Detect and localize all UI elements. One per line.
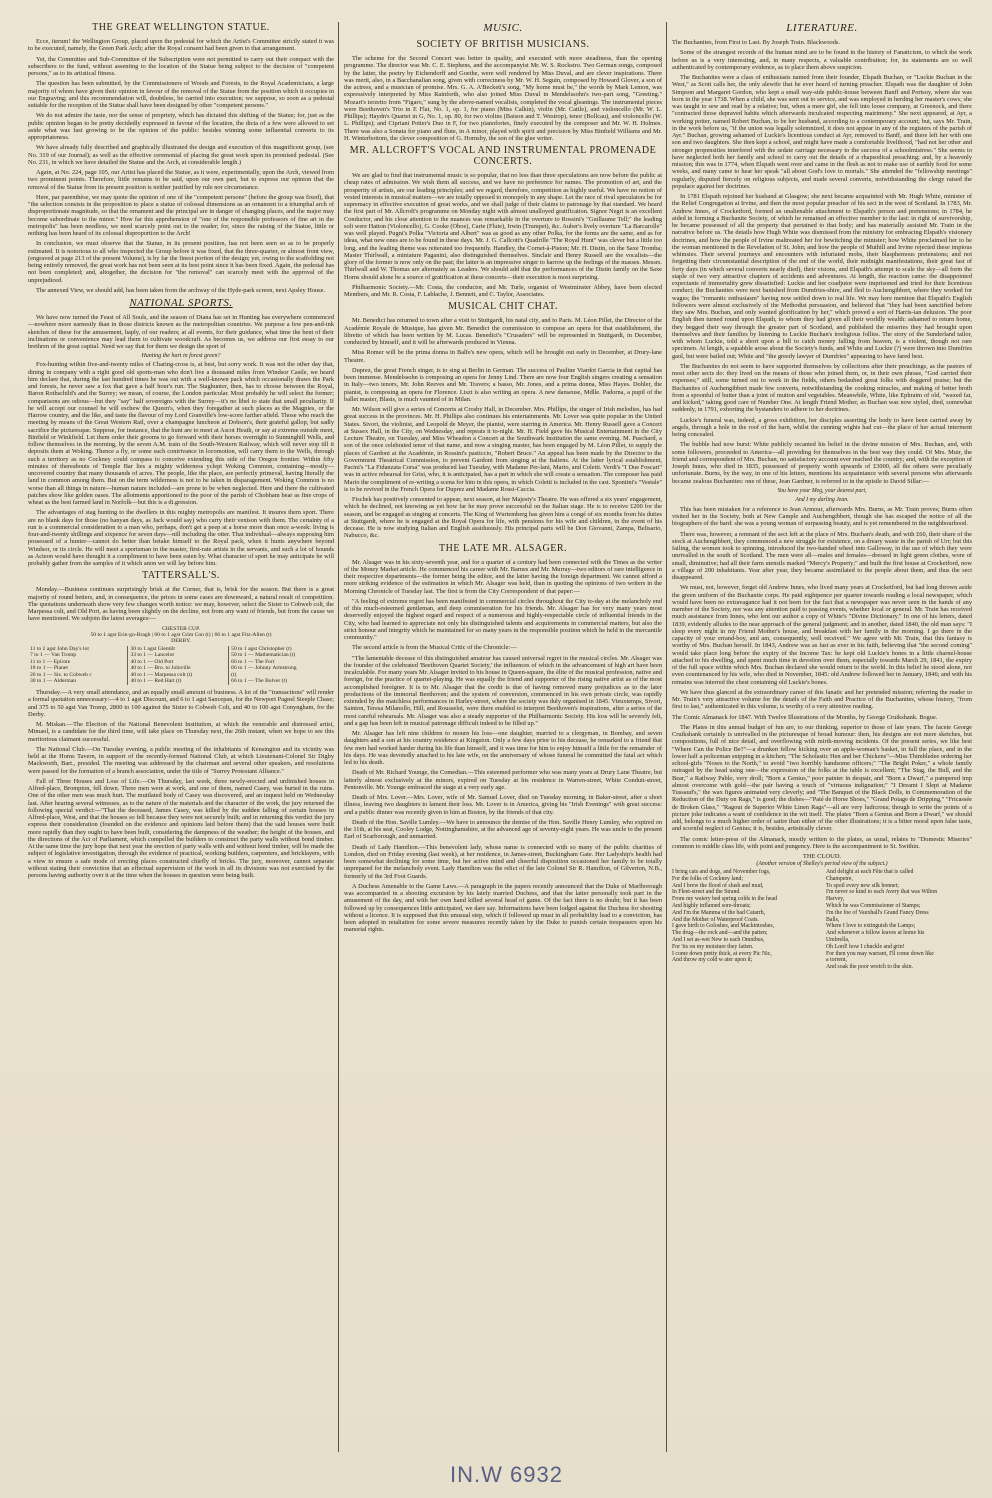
article-national-sports bbox=[28, 314, 334, 350]
paragraph: Thursday.—A very small attendance, and an equally small amount of business. A lot of the "transactions" will render a formal quotation unnecessary:—4 to 1 agst Discount, and 6 to 1 agst Sancepan, for the Newport Pagnel Steeple Chase; and 375 to 50 agst Van Tromp, 2800 to 100 against the Sister to Cobweb Colt, and 40 to 100 agst Conyngham, for the Derby. bbox=[28, 689, 334, 718]
poem-cloud bbox=[672, 869, 972, 971]
article-national-sports-cont bbox=[28, 361, 334, 567]
paragraph: Philharmonic Society.—Mr. Costa, the conductor, and Mr. Turle, organist of Westminster Abbey, have been elected Members, and Mr. R. Costa, F. Lablache, J. Bennett, and C. Taylor, Associates. bbox=[344, 283, 662, 298]
poem-line: I bring cats and dogs, and November fogs, bbox=[672, 869, 771, 875]
odds-cell: (t) bbox=[231, 671, 237, 678]
poem-line: And delight at each Fête that is called bbox=[826, 869, 914, 875]
odds-row bbox=[28, 652, 334, 659]
poem-line: To spoil every new silk bonnet; bbox=[826, 882, 899, 889]
paragraph: The question has been submitted, by the Commissioners of Woods and Forests, to the Royal Academicians, a large majority of whom have given their opinion in favour of the removal of the Statue from the position which it occupies in our Engraving; and this recommendation will, doubtless, be carried into execution; we suppose, so soon as a pedestal suitable for the reception of the Statue shall have been designed by other "competent persons." bbox=[28, 80, 334, 109]
poem-line: a torrent, bbox=[826, 957, 847, 964]
paragraph: The comic letter-press of the Almanack, mostly written to the plates, as usual, relates to "Domestic Miseries" common to middle class life, with point and pungency. Here is the accompaniment to St. Swithin. bbox=[672, 835, 972, 850]
section-title-tattersall: TATTERSALL'S. bbox=[142, 570, 220, 582]
odds-cell: 7 to 1 — Van Tromp bbox=[28, 652, 128, 659]
paragraph: The annexed View, we should add, has been taken from the archway of the Hyde-park screen, next Apsley House. bbox=[36, 286, 326, 294]
odds-cell: 11 to 1 — Epirote bbox=[28, 659, 128, 666]
paragraph: Mr. Wilson will give a series of Concerts at Crosby Hall, in December. Mrs. Phillips, the singer of Irish melodies, has had great success in the provinces. Mr. H. Phillips also continues his entertainments. Mr. Lover was quite popular in the United States. Sivori, the violinist, and Leopold de Meyer, the pianist, were starring in America. Mr. Henry Russell gave a Concert at Sussex Hall, in the City, on Wednesday, and repeats it to-night. Mr. H. Field gave his Musical Entertainment in the City Lecture Theatre, on Tuesday, and Miss Wheadon a Concert at the Southwark Institution the same evening. M. Puschard, a son of the once celebrated tenor of that name, and now a singing master, has been engaged by M. Léon Pillet, to supply the places of Gardoni at the Académie, in Rossini's pasticcio, "Robert Bruce." An appeal has been made by the Director to the Government Theatrical Commission, to prevent Gardoni from singing at the Italiens. At the latter lyrical establishment, Pacini's "La Fidanzata Corsa" was produced last Tuesday, with Madame Per-lani, Mario, and Coletti. Verdi's "I Due Foscari" was in active rehearsal for Grisi, who, it is anticipated, has a part in which she will create a sensation. The composer has paid Mario the compliment of re-writing a scena for him in this opera, in which Coletti is included in the cast. Spontini's "Vestale" is to be revived in the French Opera for Duprez and Madame Rossi-Caccia. bbox=[344, 406, 662, 493]
paragraph: Death of Mr. Richard Younge, the Comedian.—This esteemed performer who was many years at Drury Lane Theatre, but latterly almost exclusively at the minors, expired on Tuesday at his residence in Warren-street, White Conduit-street, Pentonville. Mr. Younge embraced the stage at a very early age. bbox=[344, 769, 662, 791]
paragraph: Mr. Benedict has returned to town after a visit to Stuttgardt, his natal city, and to Paris. M. Léon Pillet, the Director of the Académie Royale de Musique, has given Mr. Benedict the commission to compose an opera for that establishment, the libretto of which has been written by M. Lucas. Benedict's "Crusaders" will be represented in Stuttgardt, in December, conducted by himself, and it will be afterwards produced in Vienna. bbox=[344, 317, 662, 346]
paragraph: The second article is from the Musical Critic of the Chronicle:— bbox=[352, 644, 517, 652]
sports-caption: Hunting the hart in forest green? bbox=[141, 353, 221, 360]
poem-line: For 'tis on my moisture they fatten. bbox=[672, 943, 754, 950]
article-tattersall bbox=[28, 586, 334, 622]
poem-line: I gave birth to Goloshes, and Mackintoshes, bbox=[672, 923, 775, 930]
paragraph: Fischek has positively consented to appear, next season, at her Majesty's Theatre. He was offered a six years' engagement, which he declined, not knowing as yet how far he may prove successful on the Italian stage. He is to receive £200 for the season, and be engaged as singing at concerts. The King of Wurtemberg has given him a congé of six months from his duties at Stuttgardt, where he is engaged at the Royal Opera for life, with pensions for his wife and children, in the event of his decease. He is now studying Italian and English assiduously. His principal parts will be Don Giovanni, Zampa, Belisario, Nabucco, &c. bbox=[344, 496, 662, 540]
paragraph: Ecce, iterum! the Wellington Group, placed upon the pedestal for which the Artist's Committee strictly stated it was to be executed, namely, the Green Park Arch; after the Royal consent had been given to that arrangement. bbox=[28, 38, 334, 53]
column-rule bbox=[666, 22, 667, 1452]
poem-line: Harvey, bbox=[826, 896, 845, 903]
paragraph: In 1781 Elspath rejoined her husband at Glasgow; she next became acquainted with Mr. Hugh White, minister of the Relief Congregation at Irvine, and then the most popular preacher of his sect in the west of Scotland. In 1783, Mr. Andrew Innes, of Crocketford, formed an unalienable attachment to Elspath's person and pretensions; in 1784, he aided in forming a Buchanite Society, of which he remained an effective member to the last: in right of survivorship, he became possessed of all the property that pertained to that body; and has materially assisted Mr. Train in the narrative before us. The details how Hugh White was dismissed from the ministry for embracing Elspath's visionary doctrines, and how the people of Irvine maltreated her for bewitching the minister; how White proclaimed her to be the woman mentioned in the Revelation of St. John; and how the people of Muthill and Irvine rejected these impious whimsies. Their several journeys and encounters with infuriated mobs, their blasphemous pretensions; and not forgetting their circumstantial description of the end of the world, their midnight manifestations, their great fast of forty days (in which several converts nearly died), their visions, and Elspath's attempt to scale the sky—all form the staple of two very attractive chapters of accidents and adventures. At length, the reaction came: the disappointed expectants of immortality grew dissatisfied: Luckie and her coadjutor were imprisoned and tried for their licentious conduct; the Buchanites were next banished from Dumfries-shire, and fled to Auchengibbert, where they worked for wages; the "romantic enthusiasm" having now settled down to real life. We may here mention that Elspath's English followers were almost exclusively of the Methodist persuasion, and believed that "they had been sanctified before they saw Mrs. Buchan, and only wanted glorification by her," which proved a sort of Harris-ian delusion. The poor English then turned round upon Elspath, to whom they had given all their worldly wealth: ashamed to return home, they begged their way through the greater part of Scotland, and published the miseries they had brought upon themselves and their families by listening to Luckie Buchan's irreligious follies. The story of the Sunderland tailor, with whom Luckie, told a short upon a bill to catch money falling from heaven, is a violent, though not rare specimen. At length, a squabble arose about the Society's funds, and White and Luckie (?) were thrown into Dumfries gaol, but were bailed out; White and "the greedy lawyer of Dumfries" appearing to have fared best. bbox=[672, 193, 972, 360]
paragraph: "A feeling of extreme regret has been manifested in commercial circles throughout the City to-day at the melancholy end of this much-esteemed gentleman, and deep commiseration for his friends. Mr. Alsager has for very many years most deservedly enjoyed the highest regard and respect of a numerous and highly-respectable circle of influential friends in the City, who had learned to appreciate not only his distinguished talents and acquirements in commercial matters, but also the strict honour and integrity which he maintained for so many years in the responsible position which he held in the mercantile community." bbox=[344, 597, 662, 641]
paragraph: Monday.—Business continues surprisingly brisk at the Corner, that is, brisk for the season. But there is a great majority of round betters, and, in consequence, the prices in some cases are downward, a natural result of competition. The quotations underneath show very few changes worth notice: we may, however, select the Sister to Cobweb colt, the Marpessa colt, and Old Port, as having been slightly on the decline, not from any want of friends, but from the cause we have mentioned. We subjoin the latest averages:— bbox=[28, 586, 334, 623]
derby-odds-table bbox=[28, 646, 334, 686]
paragraph: Mr. Alsager has left nine children to mourn his loss—one daughter, married to a clergyman, in Bombay, and seven daughters and a son at his country residence at Kingston. Only a few days prior to his decease, he remarked to a friend that few men had worked harder during his life than himself, and it was time for him to enjoy himself a little for the remainder of his days. He was devotedly attached to his late wife, on the anniversary of whose funeral he committed the fatal act which led to his death. bbox=[344, 730, 662, 766]
odds-cell: 40 to 1 — Old Port bbox=[128, 659, 229, 666]
poem-line: For the folks of Cockney land; bbox=[672, 875, 744, 882]
poem-line: And soak the poor wretch to the skin. bbox=[826, 964, 913, 971]
poem-column-right bbox=[826, 869, 972, 971]
paragraph: We are glad to find that instrumental music is so popular, that no less than three speculations are now before the public at cheap rates of admission. We wish them all success, and we have no preference for names. The promotion of art, and the prosperity of artists, are our leading principles; and we regard, therefore, competition as highly useful. We have no notion of vested interests in musical matters—we are totally opposed to monopoly in any shape. Let the race of rival speculators be for supremacy in effective execution of great works, and we shall judge of their claims to patronage by that standard. We heard the first part of Mr. Allcroft's programme on Monday night with almost unalloyed gratification. Signor Negri is an excellent Conductor, and his close attention to the nuances was remarkable in the overture to Rossini's "Guillaume Tell;" the leading soli were Hatton (Violoncello), G. Cooke (Oboe), Carte (Flute), Irwin (Trumpet), &c. Auber's lively overture "La Barcarolle" was well played. Pugni's Polka "Victoria and Albert" was as good as any other Polka, for the forms are the same, and as for ideas, what new ones are to be found in these days. Mr. J. G. Callcott's Quadrille "The Royal Hunt" was clever but a little too long, and the leading theme was reiterated too frequently. Handley, the Cornet-à-Piston; Mr. H. Distin, on the Saxe Tromba; Master Thirlwall, a miniature Paganini, also distinguished themselves. Sinclair and Henry Russell are the vocalists—the glory of the former is now only on the past; the latter is an impressive singer to harrow up the feelings of the masses. Messrs. Thirlwall and W. Thomas are alternately as Leaders. We should add that the performances of the Distin family on the Saxe Horns should alone be a source of gratification at these concerts—their execution is most surprising. bbox=[344, 172, 662, 281]
poem-line: And throw my cold w ater upon it; bbox=[672, 957, 753, 964]
article-society bbox=[344, 55, 662, 142]
odds-cell: 26 to 1 — Sis. to Cobweb c bbox=[28, 672, 128, 679]
paragraph: The Plates in this annual budget of fun are, to our thinking, superior to those of late years. The facete George Cruikshank certainly is unrivalled in the picturesque of broad humour: then, his designs are not mere sketches, but compositions, full of nice detail, and overflowing with mirth-moving incidents. Of the present series, we like best "Where Can the Police Be?"—a drunken fellow kicking over an apple-woman's basket, in full the place, and in the lower half a policeman snipping in a kitchen; "The Scholastic Hen and her Chickens"—Miss Thimbledee ordering her school-girls "Noses to the North," to avoid "two horribly handsome officers;" "The Bright Poker," a whole family outraged by the head using one—the expression of the folks at the table is excellent; "The Stag, the Bull, and the Bear," a Railway Pablo, very droll; "Born a Genius," poor painter in despair, and "Born a Dwarf," a pampered imp almost overcome with gold—the pair having a touch of "virtuous indignation;" "I Dreamt I Slept at Madame Tussaud's," the wax figures animated very cleverly; and "The Banquet of the Black Dolls, in Commemoration of the Reduction of the Duty on Rags," is good; the dishes—"Paté de Horse Shoes," "Grand Potage de Dripping," "Fricassée de Broken Glass," "Ragout de Superior White Linen Rags"—all are very ludicrous; though to write the points of a picture joke indicates a want of confidence in the wit itself. The plates "Born a Genius and Born a Dwarf," we should add, belongs to a much higher order of satire than either of the other illustrations; it is a bitter moral upon false taste, and scornful neglect of Genius; it is, besides, artistically clever. bbox=[672, 723, 972, 833]
odds-cell: 66 to 1 — Johnny Armstrong bbox=[231, 665, 297, 672]
odds-cell: 30 to 1 agst Glentilt bbox=[128, 646, 229, 653]
column-middle bbox=[344, 22, 662, 1452]
paragraph: We have already fully described and graphically illustrated the design and execution of this magnificent group, (see No. 319 of our Journal); as well as the effective ceremonial of placing the great work upon its promised pedestal. (See No. 231, in which we have detailed the Statue and the Arch, at considerable length.) bbox=[28, 144, 334, 166]
odds-row bbox=[28, 678, 334, 685]
odds-row bbox=[28, 665, 334, 672]
article-almanack bbox=[672, 724, 972, 850]
odds-row bbox=[28, 659, 334, 666]
paragraph: We have now turned the Feast of All Souls, and the season of Diana has set in Hunting has everywhere commenced—nowhere more earnestly than in those districts known as the metropolitan countries. We purpose a few pen-and-ink sketches of these for the amusement, haply, of our readers; at all events, for their guidance, what time the bent of their inclinations or convenience may lead them to cultivate woodcraft. As becomes us, we address our first essay to our brethren of the great capital. Need we say that for them we design the sport of bbox=[28, 314, 334, 350]
paragraph: Death of Lady Hamilton.—This benevolent lady, whose name is connected with so many of the public charities of London, died on Friday evening (last week), at her residence, in James-street, Buckingham Gate. Her Ladyship's health had been somewhat declining for some time, but her active mind and cheerful disposition occasioned her family to be totally unprepared for the melancholy event. Lady Hamilton was the relict of the late Colonel Sir R. Hamilton, of Gilverton, N.B., formerly of the 3rd Foot Guards. bbox=[344, 843, 662, 880]
paragraph: Duprez, the great French singer, is to sing at Berlin in German. The success of Pauline Viardot Garcia in that capital has been immense. Mendelssohn is composing an opera for Jenny Lind. There are now four English singers creating a sensation in Italy—two tenors, Mr. John Reeves and Mr. Travers; a basso, Mr. Jones, and a prima donna, Miss Hayes. Dohler, the pianist, is composing an opera for Florence. Liszt is also writing an opera. A new danseuse, Mdlle. Padorna, a pupil of the ballet master, Blasis, is much vaunted of in Milan. bbox=[344, 366, 662, 403]
chester-cup-odds: 50 to 1 agst Erin-go-Bragh | 60 to 1 agst Crim Con (t) | 66 to 1 agst Fitz-Allen (t) bbox=[90, 631, 272, 638]
paragraph: The bubble had now burst: White publicly recanted his belief in the divine mission of Mrs. Buchan, and, with some followers, proceeded to America—all providing for themselves in the best way they could. Of Mrs. Muir, the friend and correspondent of Mrs. Buchan, no satisfactory account ever reached the country; and, with the exception of Joseph Innes, who died in 1835, possessed of property worth upwards of £3000, all the others were peculiarly unfortunate. Burns, by the way, in one of his letters, mentions his acquaintance with several persons who afterwards became zealous Buchanites: one of these, Jean Gardner, is referred to in the epistle to David Sillar:— bbox=[672, 441, 972, 485]
paragraph: Luckie's funeral was, indeed, a gross exhibition, her disciples asserting the body to have been carried away by angels, through a hole in the roof of the barn, whilst the cunning wights had cut—the place of her actual interment being concealed. bbox=[672, 416, 972, 438]
paragraph: This has been mistaken for a reference to Jean Armour, afterwards Mrs. Burns, as Mr. Train proves; Burns often visited her in the Society, both at New Cample and Auchengibbert, though she has escaped the notice of all the biographers of the bard: she was a young woman of surpassing beauty, and is yet remembered in the neighbourhood. bbox=[672, 505, 972, 528]
poem-line: Oh Lord! how I chuckle and grin! bbox=[826, 943, 905, 950]
paragraph: Some of the strangest records of the human mind are to be found in the history of Fanaticism, to which the work before us is a very interesting, and, in many respects, a valuable contribution; for, its statements are so well authenticated by contemporary evidence, as to place them above suspicion. bbox=[672, 49, 972, 71]
paragraph: The Buchanites were a class of enthusiasts named from their founder, Elspath Buchan, or "Luckie Buchan in the West," as Scott calls her, the only alewife that he ever heard of turning preacher. Elspath was the daughter of John Simpson and Margaret Gordon, who kept a small way-side public-house between Banff and Portsoy, where she was born in the year 1738. When a child, she was sent out to service, and was employed in herding her master's cows; she was taught to sew and read by a relative; but, when a mere girl, she fell into loose company, at Greenock, and there "contracted those depraved habits which afterwards inculcated respecting matrimony." She next appeared, at Ayr, a working potter, named Robert Buchan, to be her husband, according to a contemporary account; but, says Mr. Train, in the work before us, "if the union was legally solemnized, it does not appear in any of the registers of the parish of Ayr." Buchan, growing ashamed of Luckie's licentious conduct at Ayr, removed to Banff, and there left her with one son and two daughters. She then kept a school, and might have made a comfortable livelihood, "had not her other and stronger propensities interfered with the sedate carriage necessary to the success of a schoolmistress." She seems to have neglected both her family and school to carry out the details of a rhapsodical preaching; and, by a heavenly mission; this was in 1774, when Elspath went over and came in the flesh as not to make use of earthly food for some weeks, and many came to hear her speak "all about God's love to mortals." She attended the "fellowship meetings" regularly, disputed fiercely on religious subjects, and made several converts, notwithstanding the clergy raised the populace against her doctrines. bbox=[672, 74, 972, 190]
poem-line: Where I love to extinguish the Lamps; bbox=[826, 923, 916, 930]
derby-title: DERBY. bbox=[171, 637, 191, 644]
odds-cell: 18 to 1 — Planet bbox=[28, 665, 128, 672]
poem-line: And highly inflamed sore-throats; bbox=[672, 902, 751, 909]
article-chitchat bbox=[344, 317, 662, 539]
verse-line-1: You have your Meg, your dearest part, bbox=[777, 487, 867, 494]
paragraph: The advantages of stag hunting to the dwellers in this mighty metropolis are manifest. It insures them sport. There are no blank days for those (no banyan days, as Jack would say) who carry their venison with them. The certainty of a run is a commercial consideration to a man who, perhaps, don't get a peep at a horse more than once a-week: living is four-and-twenty shillings and sixpence for seven days—nill including the otter. That individual—always supposing him possessed of a hunter—cannot do better than betake himself to the Royal pack, when it hunts anywhere beyond Windsor, or its circle. He will meet a sportsman in the master, first-rate artists in the servants, and such a lot of hounds as Acteon would have thought it a compliment to have been eaten by. What character of sport he may anticipate he will probably gather from the samples of it which anon we will lay before him. bbox=[28, 509, 334, 567]
paragraph: In conclusion, we must observe that the Statue, in its present position, has not been seen so as to be properly estimated. It is notorious to all who inspected the Group before it was fixed, that the three-quarter, or almost front view, (engraved at page 213 of the present Volume), is by far the finest portion of the design; yet, owing to the scaffolding not being entirely removed, the great work has not been seen at its best point since it has been fixed. Again, the pedestal has not been completed; and, altogether, the decision for "the removal" can scarcely meet with the approval of the unprejudiced. bbox=[28, 240, 334, 284]
section-title-literature: LITERATURE. bbox=[786, 22, 858, 34]
odds-cell: 11 to 2 agst John Day's lot bbox=[28, 646, 128, 653]
poem-line: And I brew the flood of slush and mud, bbox=[672, 882, 764, 889]
library-stamp: IN.W 6932 bbox=[450, 1462, 563, 1487]
chester-cup-title: CHESTER CUP. bbox=[162, 625, 200, 632]
paragraph: "The lamentable decease of this distinguished amateur has caused universal regret in the musical circles. Mr. Alsager was the founder of the celebrated 'Beethoven Quartet Society,' the influences of which in the advancement of high art have been incalculable. For many years Mr. Alsager invited to his house in Queen-square, the élite of the musical profession, native and foreign, for the practice of quartet-playing. He was equally the friend and supporter of the rising native artist as of the most accomplished foreigner. It is to Mr. Alsager that the credit is due of having removed many prejudices as to the later productions of the immortal Beethoven; and the system of conversion, commenced in his own private circle, was rapidly extended by the matchless performances in Harley-street, where the society was duly organised in 1845. Vieuxtemps, Sivori, Sainton, Teresa Milanollo, Hill, and Rousselot, were there enabled to interpret Beethoven's inspirations, after a series of the most careful rehearsals. Mr. Alsager was also a steady supporter of the Philharmonic Society. His loss will be severely felt, and a gap has been left in musical patronage difficult indeed to be filled up." bbox=[344, 654, 662, 727]
subtitle-allcroft: MR. ALLCROFT'S VOCAL AND INSTRUMENTAL PROMENADE CONCERTS. bbox=[349, 145, 657, 167]
poem-line: And I set as-wet New to each Omnibus, bbox=[672, 936, 765, 943]
odds-cell: 40 to 1 — Marpessa colt (t) bbox=[128, 672, 229, 679]
article-alsager bbox=[344, 559, 662, 934]
section-title-sports: NATIONAL SPORTS. bbox=[129, 297, 233, 309]
paragraph: Here, par parenthèse, we may quote the opinion of one of the "competent persons" (before the group was fixed), that "the selection consists in the proposition to place a statue of colossal dimensions as an ornament to a triumphal arch of disproportionate magnitude, so that the ornament and the principal are in danger of changing places, and the major may become subordinate to the minor." How far this apprehension of "one of the responsible professors of fine art in the metropolis" has been needless, we need scarcely point out to the reader; for, since the raising of the Statue, little or nothing has been heard of its colossal disproportion to the Arch! bbox=[28, 193, 334, 237]
poem-line: Umbrella, bbox=[826, 936, 850, 943]
article-buchanites bbox=[672, 49, 972, 485]
column-rule bbox=[338, 22, 339, 1452]
column-right bbox=[672, 22, 972, 1452]
paragraph: We must, not, however, forget old Andrew Innes, who lived many years at Crocketford, but had long thrown aside the green uniform of the Buchanite corps. He paid eightpence per quarter towards reading a local newspaper, which would have been no extravagance had it not been for the fact that a newspaper was never seen in the hands of any member of the Society, nor was any attention paid to passing events, whether local or general. Mr. Train has received much assistance from Innes, who lent our author a copy of White's "Divine Dictionary." In one of his letters, dated 1839, evidently alludes to the near approach of the general judgment; and in another, dated 1840, the old man says: "I sleep every night in my Friend Mother's house, and breakfast with her family in the morning. I go there in the capacity of your errand-boy, and am, consequently, well received." We agree with Mr. Train, that this fantasy is worthy of Mrs. Buchan herself. In 1843, Andrew was as fast as ever in his faith, believing that "the second coming" would take place long before the expiry of the Income Tax: he kept old Luckie's bones in a little charnel-house attached to his dwelling, and spent much time in devotion over them, especially towards March 29, 1841, the expiry of the full space within which Mrs. Buchan declared she would return to the world. In this belief he stood alone, not even countenanced by his wife, who died in November, 1845: old Andrew followed her in January, 1846; and with his remains was interred the chest containing old Luckie's bones. bbox=[672, 584, 972, 686]
odds-cell: 66 to 1 — The Bolver (t) bbox=[231, 678, 287, 685]
poem-line: Balls, bbox=[826, 916, 840, 923]
paragraph: Fall of Three Houses and Loss of Life.—On Thursday, last week, three newly-erected and unfinished houses in Alfred-place, Brompton, fell down. Three men were at work, and one of them, named Casey, was buried in the ruins. One of the other men was much hurt. The mutilated body of Casey was discovered, and an inquest held on Wednesday last. After hearing several witnesses, as to the nature of the materials and the character of the work, the jury returned the following special verdict:—"That the deceased, James Casey, was killed by the sudden falling of certain houses in Alfred-place, West, and that the houses so fell because they were not securely built; and in returning this verdict the jury express their consideration (founded on the evidence and opinions laid before them) that the said houses were built more rapidly than they ought to have been built, considering the dampness of the weather; the height of the houses, and the directions of the Act of Parliament, which compelled the builders to construct the party walls without bond timber. At the same time the jury hope that next year the erection of party walls with and without bond timber, will be made the subject of legislative investigation, through the evidence of practical, working builders, carpenters, and bricklayers, with a view to ensure a safe mode of erecting places constructed chiefly of bricks. The jury, moreover, cannot separate without stating their conviction that an effectual supervision of the work in all its divisions was not exercised by the persons having authority over it at the time when the houses in question were being built. bbox=[28, 777, 334, 880]
odds-cell: 66 to 1 — The Fort bbox=[231, 658, 275, 665]
paragraph: The scheme for the Second Concert was better in quality, and executed with more steadiness, than the opening programme. The director was Mr. C. E. Stephens, and the accompanyist Mr. W. S. Rockstro. Two German songs, composed by the latter, the poetry by Eichendorff and Goethe, were well rendered by Miss Duval, and are clever inspirations. There was merit, also, in a Bacchanalian song, given with correctness by Mr. W. H. Seguin, composed by Howard Glover, a son of the actress, and a musician of promise. Mrs. G. A. A'Beckett's song, "My home must be," the words by Mark Lemon, was expressively interpreted by Miss Rainforth, who also joined Miss Duval in Mendelssohn's two-part song, "Greeting." Mozart's terzetto from "Figaro," sung by the above-named vocalists, completed the vocal gleanings. The instrumental pieces were Beethoven's Trio in E Flat, No. 1, op. 1, for piano (Miss Calkin), violin (Mr. Cattle), and violoncello (Mr. W. L. Phillips); Haydn's Quartet in G, No. 1, op. 80, for two violins (Baison and T. Westrop), tenor (Bollcau), and violoncello (W. L. Phillips); and Cipriani Potter's Duo in F, for two pianofortes, finely executed by the composer and Mr. W. H. Holmes. There was also a Sonata for piano and flute, in A minor, played with spirit and precision by Miss Binfield Williams and Mr. H. Winterbottom, the clever composition of G. Hornsby, the son of the glee writer. bbox=[344, 55, 662, 142]
poem-line: For then you may warrant, I'll come down like bbox=[826, 950, 934, 957]
paragraph: Mr. Alsager was in his sixty-seventh year, and for a quarter of a century had been connected with the Times as the writer of the Money Market article. He commenced his career with Mr. Barnes and Mr. Murray—two editors of rare intelligence in their respective departments—the former being the editor, and the latter having the foreign department. We cannot afford a more striking evidence of the estimation in which Mr. Alsager was held, than in quoting the opinions of two writers in the Morning Chronicle of Tuesday last. The first is from the City Correspondent of that paper:— bbox=[344, 558, 662, 595]
paragraph: Miss Romer will be the prima donna in Balfe's new opera, which will be brought out early in December, at Drury-lane Theatre. bbox=[344, 349, 662, 364]
poem-line: I'm never so kind to each Avery that was Wilton bbox=[826, 889, 938, 896]
article-allcroft bbox=[344, 172, 662, 298]
column-left bbox=[28, 22, 334, 1452]
odds-cell: 40 to 1 — Bro. to Jolnville bbox=[128, 665, 229, 672]
odds-cell: 50 to 1 agst Christopher (t) bbox=[231, 645, 292, 652]
paragraph: Yet, the Committee and Sub-Committee of the Subscription were not permitted to carry out their compact with the subscribers to the fund, without assenting to the location of the Statue being subject to the decision of "competent persons," as to its artistical fitness. bbox=[28, 55, 334, 77]
poem-line: And the Mother of Waterproof Coats. bbox=[672, 916, 760, 923]
poem-line: The drug—the rock and—and the patten; bbox=[672, 930, 768, 937]
verse-line-2: And I my darling Jean. bbox=[795, 496, 849, 503]
poem-line: Which he was Commissioner of Stamps; bbox=[826, 902, 921, 909]
odds-cell: 30 to 1 — Alderman bbox=[28, 678, 128, 685]
odds-cell: 40 to 1 — Red Hart (t) bbox=[128, 678, 229, 685]
article-buchanites-cont bbox=[672, 506, 972, 711]
paragraph: M. Miskan.—The Election of the National Benevolent Institution, at which the venerable and distressed artist, Mimaol, is a candidate for the third time, will take place on Thursday next, the 26th instant, when we hope to see this meritorious claimant successful. bbox=[28, 721, 334, 743]
poem-line: And whenever a fellow leaves at home his bbox=[826, 930, 925, 937]
poem-column-left bbox=[672, 869, 818, 971]
review-title-buchanites: The Buchanites, from First to Last. By Joseph Train. Blackwoods. bbox=[672, 39, 840, 46]
paragraph: Fox-hunting within five-and-twenty miles of Charing-cross is, at best, but sorry work. It was not the other day that, dining in company with a right good old sports-man who don't live a thousand miles from Windsor Castle, we heard him declare that, during the last hundred times he was out with a well-known pack which occasionally draws the Park and forests, he never saw a fox that gave a half hour's run. The Staghunter, then, has to choose between the Royal, Baron Rothschild's and the Surrey; we mean, of course, the London particular. Most probably he will select the former; comparisons are odious—but they "say" half sovereigns with the Surrey—it's no libel to state that small peculiarity. If he will accept our counsel he will eschew the Queen's, when they foregather at such places as the Magpies, or the Harrow country, and the like, and taste the flavour of my Lord Granville's low-score farther afield. Those who reach the meeting by means of the Great Western Rail, over a champagne luncheon at Dobson's, their grateful gallop, but sadly sacrifice the picturesque. Suppose, for instance, that the hunt are to meet at Ascot Heath, or say at extreme outside meet, Binfield or Winkfield. Let them order their grooms to go forward with their horses overnight to Sunninghill Wells, and follow themselves in the morning, by the seven A.M. train of the South-Western Railway, which will never stop till it deposits them at Woking. Thence a fly, or some such contrivance in locomotion, will carry them to the Wells, through such a territory as no Cockney could compass to conceive extending this side of the Oregon frontier. Within fifty minutes of thereabouts of Temple Bar lies a mighty wilderness yclept Woking Common, containing—mostly—uncovered country that many thousands of acres. The people, like the place, are perfectly primeval, having literally the land in common among them. But on the term wilderness is not to be taken in disparagement. Woking Common is no worse than all things in nature—human nature included—are prone to be when neglected. Here and there the cultivated patches show like golden oases. The allotments apportioned to the poor of the parish of Chobham bear as fine crops of wheat as the best farmed land in Norfolk—but this is a di.gression. bbox=[28, 361, 334, 506]
paragraph: The Buchanites do not seem to have supported themselves by collections after their preachings, as the pastors of most other sects do: they lived on the means of those who joined them, or, in their own phrase, "God carried their expenses;" still, some turned out to work in the fields, others bedaubed great folks with doggerel praise; but the Buchanites of Auchengibbert made few converts, notwithstanding the cooking miracles, and making of better broth from a spoonful of butter than a joint of mutton and vegetables. Meanwhile, White, like Ephraim of old, "waxed fat, and kicked," taking good care of Number One. At length Friend Mother, as Buchan was now styled, died, somewhat suddenly, in 1791, exhorting the bystanders to adhere to her doctrines. bbox=[672, 362, 972, 414]
poem-title: THE CLOUD. bbox=[802, 853, 842, 860]
odds-row bbox=[28, 672, 334, 679]
paragraph: Death of Mrs. Lover.—Mrs. Lover, wife of Mr. Samuel Lover, died on Tuesday morning, in Baker-street, after a short illness, leaving two daughters to lament their loss. Mr. Lover is in America, giving his "Irish Evenings" with great success: and a public dinner was recently given to him at Boston, by the friends of that city. bbox=[344, 794, 662, 816]
odds-cell: 50 to 1 — Mathematician (t) bbox=[231, 652, 296, 659]
poem-line: From my watery bed spring colds in the head bbox=[672, 896, 777, 903]
subtitle-society: SOCIETY OF BRITISH MUSICIANS. bbox=[416, 39, 590, 50]
subtitle-chitchat: MUSICAL CHIT CHAT. bbox=[448, 301, 558, 313]
poem-line: And I'm the Mamma of the bad Catarrh, bbox=[672, 909, 766, 916]
odds-cell: 33 to 1 — Lancelot bbox=[128, 652, 229, 659]
poem-line: In Fleet-street and the Strand. bbox=[672, 889, 741, 896]
paragraph: There was, however, a remnant of the sect left at the place of Mrs. Buchan's death, and with £60, their share of the stock at Auchengibbert, they commenced a new struggle for existence, on a dreary waste in the parish of Urr; but this failing, the women took to spinning, introduced the two-handed wheel into Galloway, in the use of which they were unrivalled in the south of Scotland. The men were all—males and females—dressed in light green clothes, wore of small, diminutive; had all their farm utensils marked "Mercy's Property;" and built the first house at Crocketford, now a village of 200 inhabitants. Year after year, they became assimilated to the people about them, and thus the sect disappeared. bbox=[672, 530, 972, 581]
poem-line: I come down pretty thick, at every Pic Nic, bbox=[672, 950, 772, 957]
article-tattersall-cont bbox=[28, 689, 334, 879]
paragraph: We do not admire the taste, nor the sense of propriety, which has dictated this shifting of the Statue; for, just as the public opinion began to be pretty decidedly expressed in favour of the location, the dicta of a few were allowed to set aside what was fast growing to be the opinion of the public: besides winning some influential converts to its appropriateness. bbox=[28, 112, 334, 141]
section-title-music: MUSIC. bbox=[483, 22, 523, 34]
poem-line: I'm the foe of Vauxhall's Grand Fancy Dress bbox=[826, 909, 929, 916]
subtitle-alsager: THE LATE MR. ALSAGER. bbox=[439, 542, 567, 554]
paragraph: The National Club.—On Tuesday evening, a public meeting of the inhabitants of Kensington and its vicinity was held at the Horns Tavern, in support of the recently-formed National Club, at which Lieutenant-Colonel Sir Digby Mackworth, Bart., presided. The meeting was addressed by the chairman and several other speakers, and resolutions were passed for the formation of a branch association, under the title of "Surrey Protestant Alliance." bbox=[28, 745, 334, 775]
paragraph: A Duchess Amenable to the Game Laws.—A paragraph in the papers recently announced that the Duke of Marlborough was accompanied in a shooting excursion by his lately married Duchess, and that the latter personally took part in the amusement of the day, and with her own hand killed several head of game. Of the fact there is no doubt; but it has been followed up by consequences little anticipated, we dare say. Informations have been lodged against the Duchess for shooting without a licence. It is supposed that this unusual step, which if followed up must in all probability lead to a conviction, has been adopted in retaliation for some severe measures recently taken by the Duke to punish certain trespassers upon his manorial rights. bbox=[344, 882, 662, 934]
paragraph: Again, at No. 224, page 105, our Artist has placed the Statue, as it were, experimentally, upon the Arch, viewed from two prominent points. Therefore, little remains to be said, upon our own part, but to express our opinion that the removal of the Statue from its present position is neither justified by rule nor circumstance. bbox=[28, 169, 334, 191]
paragraph: We have thus glanced at the extraordinary career of this fanatic and her pretended mission; referring the reader to Mr. Train's very attractive volume for the details of the Faith and Practice of the Buchanites, whose history, "from first to last," authenticated in this volume, is worthy of a very attentive reading. bbox=[672, 688, 972, 711]
poem-subtitle: (Another version of Shelley's period view of the subject.) bbox=[756, 861, 888, 867]
paragraph: Death of the Hon. Saville Lumley.—We have to announce the demise of the Hon. Saville Henry Lumley, who expired on the 11th, at his seat, Cooley Lodge, Nottinghamshire, at the advanced age of seventy-eight years. He was uncle to the present Earl of Scarborough, and unmarried. bbox=[344, 818, 662, 841]
article-wellington-statue bbox=[28, 38, 334, 294]
section-title-statue: THE GREAT WELLINGTON STATUE. bbox=[92, 22, 270, 33]
poem-line: Champetre, bbox=[826, 875, 853, 882]
review-title-almanack: The Comic Almanack for 1847. With Twelve Illustrations of the Months, by George Cruikshank. Bogue. bbox=[672, 713, 938, 721]
